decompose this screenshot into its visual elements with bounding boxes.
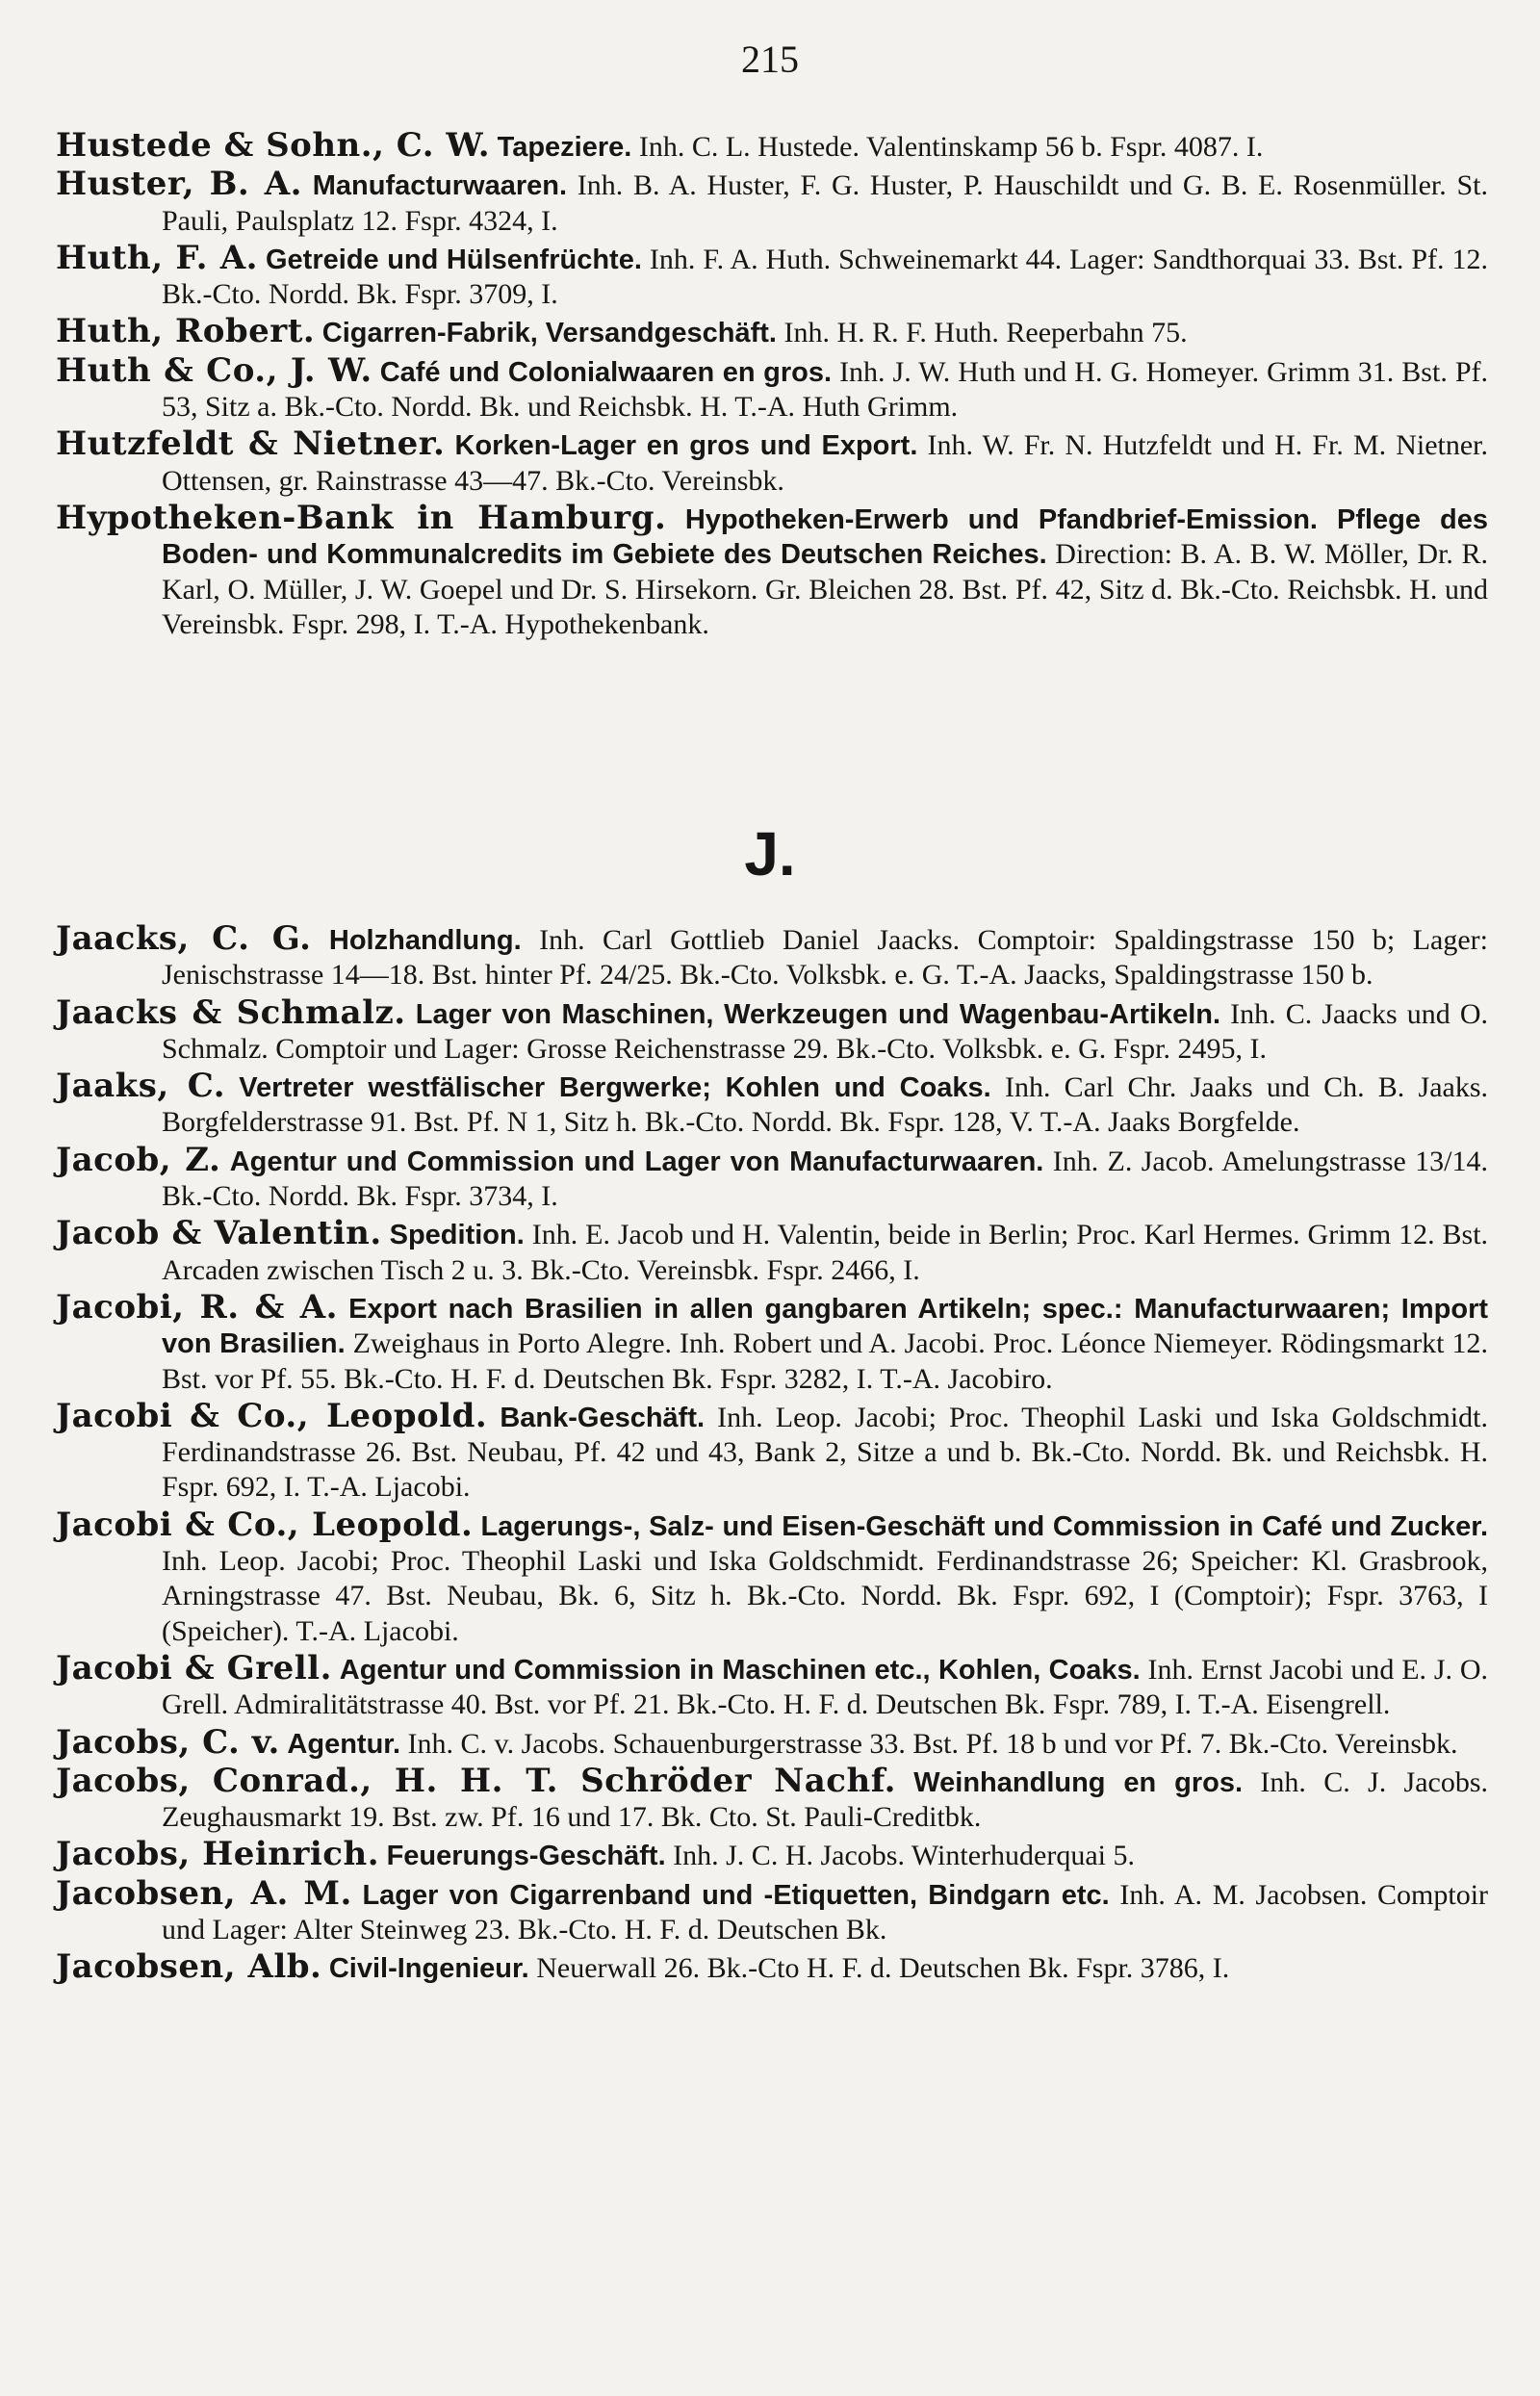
directory-entry: [56, 498, 1489, 642]
directory-entry: [56, 238, 1488, 313]
entry-details: Inh. Carl Chr. Jaaks und Ch. B. Jaaks. Borgfelderstrasse 91. Bst. Pf. N 1, Sitz h. Bk.-Cto. Nordd. Bk. Fspr. 128, V. T.-A. Jaaks Borgfelde.: [162, 1071, 1489, 1139]
directory-entry: [56, 314, 1488, 350]
entry-trade: Lager von Maschinen, Werkzeugen und Wagenbau-Artikeln.: [415, 998, 1221, 1030]
entry-trade: Agentur und Commission in Maschinen etc., Kohlen, Coaks.: [339, 1654, 1141, 1686]
entry-trade: Vertreter westfälischer Bergwerke; Kohlen und Coaks.: [239, 1072, 991, 1104]
entry-trade: Manufacturwaaren.: [312, 170, 568, 202]
entries-h: [56, 128, 1488, 644]
entry-name: Jacobs, C. v.: [56, 1722, 280, 1762]
directory-entry: [56, 921, 1488, 993]
entry-trade: Lager von Cigarrenband und -Etiquetten, Bindgarn etc.: [362, 1879, 1110, 1911]
entry-name: Hypotheken-Bank in Hamburg.: [56, 498, 667, 537]
entry-name: Jacobs, Conrad., H. H. T. Schröder Nachf.: [56, 1761, 896, 1800]
entry-details: Inh. E. Jacob und H. Valentin, beide in Berlin; Proc. Karl Hermes. Grimm 12. Bst. Arcaden zwischen Tisch 2 u. 3. Bk.-Cto. Vereinsbk. Fspr. 2466, I.: [162, 1219, 1489, 1286]
entry-details: Neuerwall 26. Bk.-Cto H. F. d. Deutschen Bk. Fspr. 3786, I.: [536, 1952, 1230, 1985]
directory-entry: [56, 1761, 1489, 1836]
entry-details: Inh. Leop. Jacobi; Proc. Theophil Laski und Iska Goldschmidt. Ferdinandstrasse 26; Speicher: Kl. Grasbrook, Arningstrasse 47. Bst. Neubau, Bk. 6, Sitz h. Bk.-Cto. Nordd. Bk. Fspr. 692, I (Comptoir); Fspr. 3763, I (Speicher). T.-A. Ljacobi.: [162, 1545, 1488, 1647]
entry-name: Huth, F. A.: [56, 238, 259, 277]
entry-name: Jacobi & Co., Leopold.: [56, 1396, 488, 1435]
entry-details: Inh. B. A. Huster, F. G. Huster, P. Hauschildt und G. B. E. Rosenmüller. St. Pauli, Paulsplatz 12. Fspr. 4324, I.: [162, 169, 1489, 237]
entry-trade: Bank-Geschäft.: [500, 1402, 706, 1433]
entry-name: Hutzfeldt & Nietner.: [56, 425, 446, 464]
directory-entry: [56, 1837, 1488, 1873]
entry-details: Inh. Leop. Jacobi; Proc. Theophil Laski und Iska Goldschmidt. Ferdinandstrasse 26. Bst. Neubau, Pf. 42 und 43, Bank 2, Sitze a und b. Bk.-Cto. Nordd. Bk. und Reichsbk. H. Fspr. 692, I. T.-A. Ljacobi.: [162, 1401, 1488, 1504]
directory-entry: [56, 1069, 1488, 1141]
entry-trade: Lagerungs-, Salz- und Eisen-Geschäft und Commission in Café und Zucker.: [480, 1510, 1489, 1542]
entry-name: Jaaks, C.: [56, 1067, 226, 1106]
entry-trade: Agentur und Commission und Lager von Manufacturwaaren.: [229, 1146, 1044, 1177]
entry-trade: Getreide und Hülsenfrüchte.: [266, 244, 642, 275]
entry-trade: Holzhandlung.: [328, 925, 522, 956]
entry-trade: Korken-Lager en gros und Export.: [454, 430, 918, 462]
directory-entry: [56, 992, 1488, 1068]
entry-trade: Café und Colonialwaaren en gros.: [379, 356, 833, 388]
entry-details: Inh. Z. Jacob. Amelungstrasse 13/14. Bk.-Cto. Nordd. Bk. Fspr. 3734, I.: [162, 1145, 1488, 1213]
entries-j: [56, 921, 1488, 1989]
section-letter: J.: [744, 819, 796, 889]
entry-name: Jacobi & Grell.: [56, 1648, 332, 1688]
entry-name: Jaacks & Schmalz.: [56, 992, 406, 1032]
entry-name: Jacobsen, Alb.: [56, 1947, 322, 1987]
directory-entry: [56, 167, 1488, 239]
entry-name: Huster, B. A.: [56, 165, 303, 204]
page-number: 215: [741, 38, 799, 81]
entry-details: Inh. W. Fr. N. Hutzfeldt und H. Fr. M. Nietner. Ottensen, gr. Rainstrasse 43—47. Bk.-Cto. Vereinsbk.: [162, 429, 1489, 497]
directory-entry: [56, 1287, 1489, 1397]
entry-details: Inh. C. J. Jacobs. Zeughausmarkt 19. Bst. zw. Pf. 16 und 17. Bk. Cto. St. Pauli-Creditbk.: [162, 1765, 1489, 1834]
entry-name: Jaacks, C. G.: [56, 919, 312, 958]
entry-details: Inh. J. W. Huth und H. G. Homeyer. Grimm 31. Bst. Pf. 53, Sitz a. Bk.-Cto. Nordd. Bk. und Reichsbk. H. T.-A. Huth Grimm.: [162, 355, 1489, 424]
entry-trade: Tapeziere.: [497, 132, 632, 163]
entry-trade: Feuerungs-Geschäft.: [386, 1841, 666, 1872]
entry-details: Inh. Carl Gottlieb Daniel Jaacks. Comptoir: Spaldingstrasse 150 b; Lager: Jenischstrasse 14—18. Bst. hinter Pf. 24/25. Bk.-Cto. Volksbk. e. G. T.-A. Jaacks, Spaldingstrasse 150 b.: [162, 924, 1488, 992]
entry-name: Jacob, Z.: [56, 1140, 221, 1179]
entry-details: Inh. C. L. Hustede. Valentinskamp 56 b. Fspr. 4087. I.: [638, 131, 1264, 163]
entry-trade: Agentur.: [287, 1728, 401, 1760]
entry-trade: Export nach Brasilien in allen gangbaren Artikeln; spec.: Manufacturwaaren; Import von Brasilien.: [162, 1293, 1489, 1360]
entry-details: Inh. A. M. Jacobsen. Comptoir und Lager: Alter Steinweg 23. Bk.-Cto. H. F. d. Deutschen Bk.: [162, 1878, 1489, 1946]
entry-details: Direction: B. A. B. W. Möller, Dr. R. Karl, O. Müller, J. W. Goepel und Dr. S. Hirsekorn. Gr. Bleichen 28. Bst. Pf. 42, Sitz d. Bk.-Cto. Reichsbk. H. und Vereinsbk. Fspr. 298, I. T.-A. Hypothekenbank.: [162, 538, 1489, 640]
entry-trade: Spedition.: [389, 1220, 525, 1251]
entry-name: Hustede & Sohn., C. W.: [56, 126, 491, 165]
directory-entry: [56, 1507, 1488, 1649]
directory-entry: [56, 1216, 1488, 1288]
entry-details: Inh. J. C. H. Jacobs. Winterhuderquai 5.: [673, 1840, 1135, 1872]
entry-details: Inh. F. A. Huth. Schweinemarkt 44. Lager: Sandthorquai 33. Bst. Pf. 12. Bk.-Cto. Nordd. Bk. Fspr. 3709, I.: [162, 243, 1488, 311]
directory-entry: [56, 1140, 1488, 1215]
entry-trade: Cigarren-Fabrik, Versandgeschäft.: [321, 318, 777, 349]
entry-details: Inh. C. v. Jacobs. Schauenburgerstrasse 33. Bst. Pf. 18 b und vor Pf. 7. Bk.-Cto. Vereinsbk.: [407, 1727, 1458, 1760]
entry-trade: Hypotheken-Erwerb und Pfandbrief-Emission. Pflege des Boden- und Kommunalcredits im Gebiete des Deutschen Reiches.: [162, 503, 1489, 571]
directory-entry: [56, 350, 1489, 425]
entry-details: Inh. Ernst Jacobi und E. J. O. Grell. Admiralitätstrasse 40. Bst. vor Pf. 21. Bk.-Cto. H. F. d. Deutschen Bk. Fspr. 789, I. T.-A. Eisengrell.: [162, 1653, 1489, 1721]
entry-name: Jacob & Valentin.: [56, 1214, 382, 1253]
directory-entry: [56, 1949, 1488, 1986]
entry-details: Zweighaus in Porto Alegre. Inh. Robert und A. Jacobi. Proc. Léonce Niemeyer. Rödingsmarkt 12. Bst. vor Pf. 55. Bk.-Cto. H. F. d. Deutschen Bk. Fspr. 3282, I. T.-A. Jacobiro.: [162, 1327, 1489, 1395]
directory-entry: [56, 128, 1488, 165]
directory-entry: [56, 1722, 1488, 1762]
directory-entry: [56, 1648, 1489, 1723]
entry-name: Jacobi & Co., Leopold.: [56, 1505, 474, 1544]
directory-entry: [56, 1396, 1488, 1506]
entry-name: Jacobsen, A. M.: [56, 1873, 352, 1913]
entry-details: Inh. C. Jaacks und O. Schmalz. Comptoir und Lager: Grosse Reichenstrasse 29. Bk.-Cto. Volksbk. e. G. Fspr. 2495, I.: [162, 997, 1488, 1065]
entry-details: Inh. H. R. F. Huth. Reeperbahn 75.: [783, 317, 1188, 349]
entry-name: Jacobs, Heinrich.: [56, 1835, 380, 1874]
entry-name: Jacobi, R. & A.: [56, 1287, 338, 1327]
directory-entry: [56, 1873, 1489, 1948]
entry-name: Huth & Co., J. W.: [56, 350, 372, 390]
entry-name: Huth, Robert.: [56, 312, 316, 351]
entry-trade: Civil-Ingenieur.: [328, 1953, 529, 1985]
directory-entry: [56, 426, 1488, 499]
entry-trade: Weinhandlung en gros.: [913, 1766, 1244, 1798]
